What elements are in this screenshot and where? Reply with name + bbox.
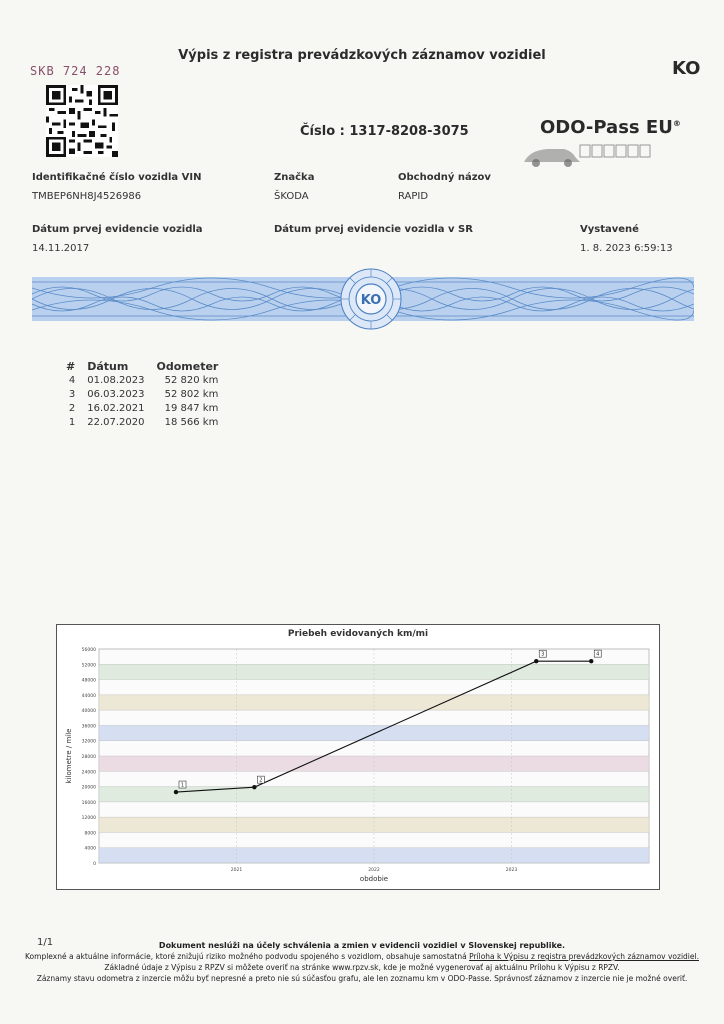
row-number: 3: [68, 389, 76, 400]
col-date-header: Dátum: [87, 360, 129, 373]
y-tick-label: 40000: [81, 709, 96, 715]
y-tick-label: 24000: [81, 770, 96, 776]
footer-line-2-text: Komplexné a aktuálne informácie, ktoré znižujú riziko možného podvodu spojeného s vozidlom, obsahuje samostatná: [25, 952, 467, 961]
odometer-chart: [56, 624, 660, 890]
first-registration-value: 14.11.2017: [32, 243, 90, 254]
issued-value: 1. 8. 2023 6:59:13: [580, 243, 673, 254]
document-title: Výpis z registra prevádzkových záznamov vozidiel: [178, 48, 546, 63]
table-row: [60, 388, 224, 402]
x-tick-label: 2021: [230, 868, 243, 873]
model-label: Obchodný názov: [398, 172, 491, 183]
vin-label: Identifikačné číslo vozidla VIN: [32, 172, 202, 183]
odo-pass-brand-text: ODO-Pass EU: [540, 117, 673, 138]
y-tick-label: 16000: [81, 800, 96, 806]
make-value: ŠKODA: [274, 191, 309, 202]
y-axis-label: kilometre / míle: [65, 728, 73, 784]
data-point: [534, 659, 538, 663]
row-date: 01.08.2023: [87, 375, 145, 386]
row-date: 16.02.2021: [87, 403, 145, 414]
first-registration-label: Dátum prvej evidencie vozidla: [32, 224, 203, 235]
appendix-link[interactable]: Príloha k Výpisu z registra prevádzkových záznamov vozidiel.: [469, 952, 699, 961]
y-tick-label: 20000: [81, 785, 96, 791]
qr-code-icon: [46, 85, 118, 157]
table-row: [60, 374, 224, 388]
page-number: 1/1: [37, 937, 54, 948]
data-point: [252, 785, 256, 789]
y-tick-label: 44000: [81, 693, 96, 699]
y-tick-label: 8000: [84, 831, 96, 837]
y-tick-label: 12000: [81, 816, 96, 822]
data-point: [174, 790, 178, 794]
footer-line-2: [0, 951, 724, 962]
table-row: [60, 416, 224, 430]
footer-disclaimer: Dokument neslúži na účely schválenia a zmien v evidencii vozidiel v Slovenskej republike.: [158, 941, 566, 950]
x-axis-label: obdobie: [359, 875, 389, 883]
footer-line-4: Záznamy stavu odometra z inzercie môžu byť nepresné a preto nie sú súčasťou grafu, ale len zoznamu km v ODO-Passe. Správnosť záznamov z inzercie nie je možné overiť.: [36, 974, 688, 983]
guilloche-ko-emblem: KO: [360, 293, 382, 308]
footer-notes: [0, 940, 724, 984]
y-tick-label: 4000: [84, 846, 96, 852]
data-point-label: 2: [259, 777, 263, 784]
document-number-value: 1317-8208-3075: [349, 124, 469, 139]
row-odometer: 18 566 km: [164, 417, 219, 428]
model-value: RAPID: [398, 191, 429, 202]
table-header-row: [60, 360, 224, 374]
col-number-header: #: [66, 360, 76, 373]
y-tick-label: 56000: [81, 648, 96, 653]
row-odometer: 19 847 km: [164, 403, 219, 414]
y-tick-label: 0: [93, 862, 96, 867]
x-tick-label: 2022: [368, 868, 380, 873]
issued-label: Vystavené: [580, 224, 639, 235]
data-point-label: 1: [180, 782, 185, 789]
vin-value: TMBEP6NH8J4526986: [32, 191, 142, 202]
y-tick-label: 36000: [81, 724, 96, 730]
row-date: 22.07.2020: [87, 417, 145, 428]
table-row: [60, 402, 224, 416]
odometer-history-table: [60, 360, 224, 430]
car-odometer-icon: [520, 138, 670, 170]
x-tick-label: 2023: [505, 868, 518, 873]
data-point-label: 3: [541, 651, 545, 658]
make-label: Značka: [274, 172, 315, 183]
security-guilloche-band: [32, 268, 694, 330]
chart-title: Priebeh evidovaných km/mi: [287, 629, 429, 639]
col-odometer-header: Odometer: [156, 360, 219, 373]
odo-pass-logo: [540, 117, 681, 138]
chart-canvas: [57, 625, 659, 889]
registered-mark: ®: [672, 119, 681, 128]
footer-line-3: Základné údaje z Výpisu z RPZV si môžete overiť na stránke www.rpzv.sk, kde je možné vygenerovať aj aktuálnu Prílohu k Výpisu z RPZV.: [104, 963, 620, 972]
row-number: 4: [68, 375, 76, 386]
y-tick-label: 28000: [81, 755, 96, 760]
skb-serial: SKB 724 228: [30, 64, 121, 78]
document-number-label: Číslo :: [300, 124, 345, 139]
row-date: 06.03.2023: [87, 389, 145, 400]
row-number: 1: [68, 417, 76, 428]
row-number: 2: [68, 403, 76, 414]
document-number: [300, 124, 469, 139]
corner-code: KO: [672, 58, 701, 79]
row-odometer: 52 802 km: [164, 389, 219, 400]
data-point-label: 4: [596, 651, 600, 658]
y-tick-label: 48000: [81, 678, 96, 684]
data-point: [589, 659, 593, 663]
y-tick-label: 32000: [81, 739, 96, 745]
first-registration-sr-label: Dátum prvej evidencie vozidla v SR: [274, 224, 473, 235]
y-tick-label: 52000: [81, 663, 96, 669]
row-odometer: 52 820 km: [164, 375, 219, 386]
